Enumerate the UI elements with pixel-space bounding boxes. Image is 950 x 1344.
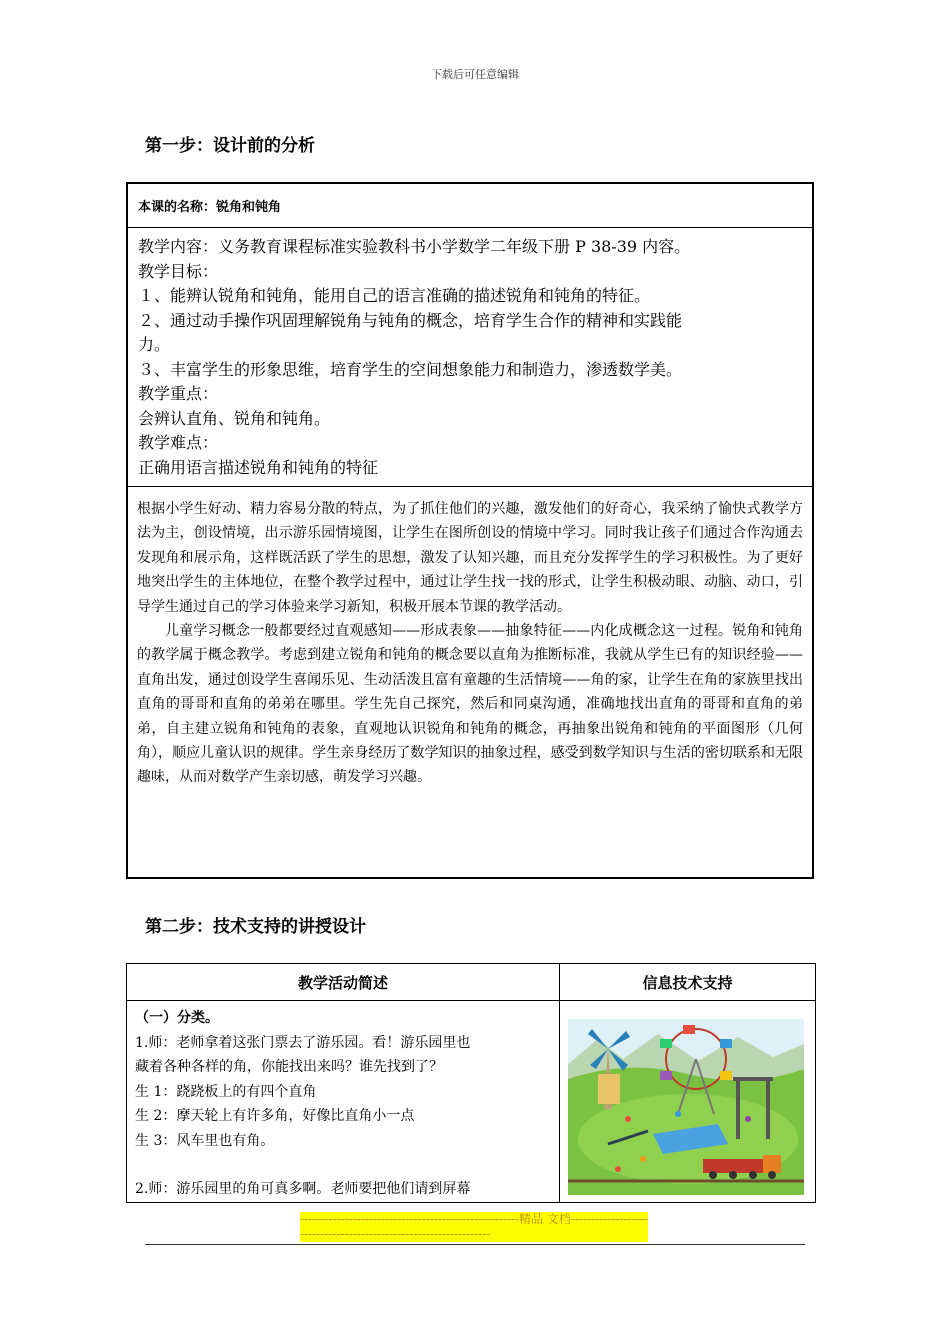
content-line: 正确用语言描述锐角和钝角的特征: [138, 457, 379, 477]
content-line: ２、通过动手操作巩固理解锐角与钝角的概念，培育学生合作的精神和实践能: [138, 310, 683, 330]
col-tech-header: 信息技术支持: [560, 964, 816, 1001]
teaching-design-table: [126, 963, 816, 1203]
tech-cell: [560, 1001, 816, 1203]
section-heading: （一）分类。: [135, 1010, 219, 1026]
footer-divider: [145, 1244, 805, 1245]
step1-title: 第一步：设计前的分析: [145, 136, 315, 156]
content-line: 教学目标：: [138, 261, 219, 281]
activity-line: 1.师：老师拿着这张门票去了游乐园。看！游乐园里也: [135, 1034, 471, 1051]
lesson-content: [128, 228, 812, 487]
lesson-name: 本课的名称：锐角和钝角: [128, 184, 812, 228]
col-activity-header: 教学活动简述: [127, 964, 560, 1001]
activity-line: 生 2：摩天轮上有许多角，好像比直角小一点: [135, 1108, 415, 1124]
amusement-park-illustration: [568, 1019, 804, 1195]
activity-line: 生 1：跷跷板上的有四个直角: [135, 1083, 317, 1100]
analysis-paragraph-1: 根据小学生好动、精力容易分散的特点，为了抓住他们的兴趣，激发他们的好奇心，我采纳了愉快式教学方法为主，创设情境，出示游乐园情境图，让学生在图所创设的情境中学习。同时我让孩子们通过合作沟通去发现角和展示角，这样既活跃了学生的思想，激发了认知兴趣，而且充分发挥学生的学习积极性。为了更好地突出学生的主体地位，在整个教学过程中，通过让学生找一找的形式，让学生积极动眼、动脑、动口，引导学生通过自己的学习体验来学习新知，积极开展本节课的教学活动。: [137, 501, 803, 615]
content-line: 会辨认直角、锐角和钝角。: [138, 408, 331, 428]
footer-watermark: ------------------------------------------------------精品 文档------------------------------------------------------------------: [300, 1212, 648, 1241]
analysis-box: [126, 182, 814, 879]
content-line: １、能辨认锐角和钝角，能用自己的语言准确的描述锐角和钝角的特征。: [138, 286, 651, 305]
analysis-paragraph-2: 儿童学习概念一般都要经过直观感知——形成表象——抽象特征——内化成概念这一过程。锐角和钝角的教学属于概念教学。考虑到建立锐角和钝角的概念要以直角为推断标准，我就从学生已有的知识经验——直角出发，通过创设学生喜闻乐见、生动活泼且富有童趣的生活情境——角的家，让学生在角的家族里找出直角的哥哥和直角的弟弟在哪里。学生先自己探究，然后和同桌沟通，准确地找出直角的哥哥和直角的弟弟，自主建立锐角和钝角的表象，直观地认识锐角和钝角的概念，再抽象出锐角和钝角的平面图形（几何角），顺应儿童认识的规律。学生亲身经历了数学知识的抽象过程，感受到数学知识与生活的密切联系和无限趣味，从而对数学产生亲切感，萌发学习兴趣。: [137, 623, 803, 786]
content-line: 教学重点：: [138, 384, 219, 403]
step2-title: 第二步：技术支持的讲授设计: [145, 917, 366, 937]
content-line: 教学内容：义务教育课程标准实验教科书小学数学二年级下册 P 38-39 内容。: [138, 237, 691, 256]
activity-cell: [127, 1001, 560, 1203]
blank-line: [135, 1153, 551, 1177]
activity-line: 生 3：风车里也有角。: [135, 1132, 275, 1149]
activity-line: 藏着各种各样的角，你能找出来吗？谁先找到了？: [135, 1059, 443, 1075]
content-line: 力。: [138, 335, 171, 354]
content-line: 教学难点：: [138, 433, 219, 452]
activity-line: 2.师：游乐园里的角可真多啊。老师要把他们请到屏幕: [135, 1181, 471, 1197]
header-note: 下载后可任意编辑: [431, 68, 519, 81]
content-line: ３、丰富学生的形象思维，培育学生的空间想象能力和制造力，渗透数学美。: [138, 359, 683, 379]
learner-analysis: [128, 487, 812, 877]
